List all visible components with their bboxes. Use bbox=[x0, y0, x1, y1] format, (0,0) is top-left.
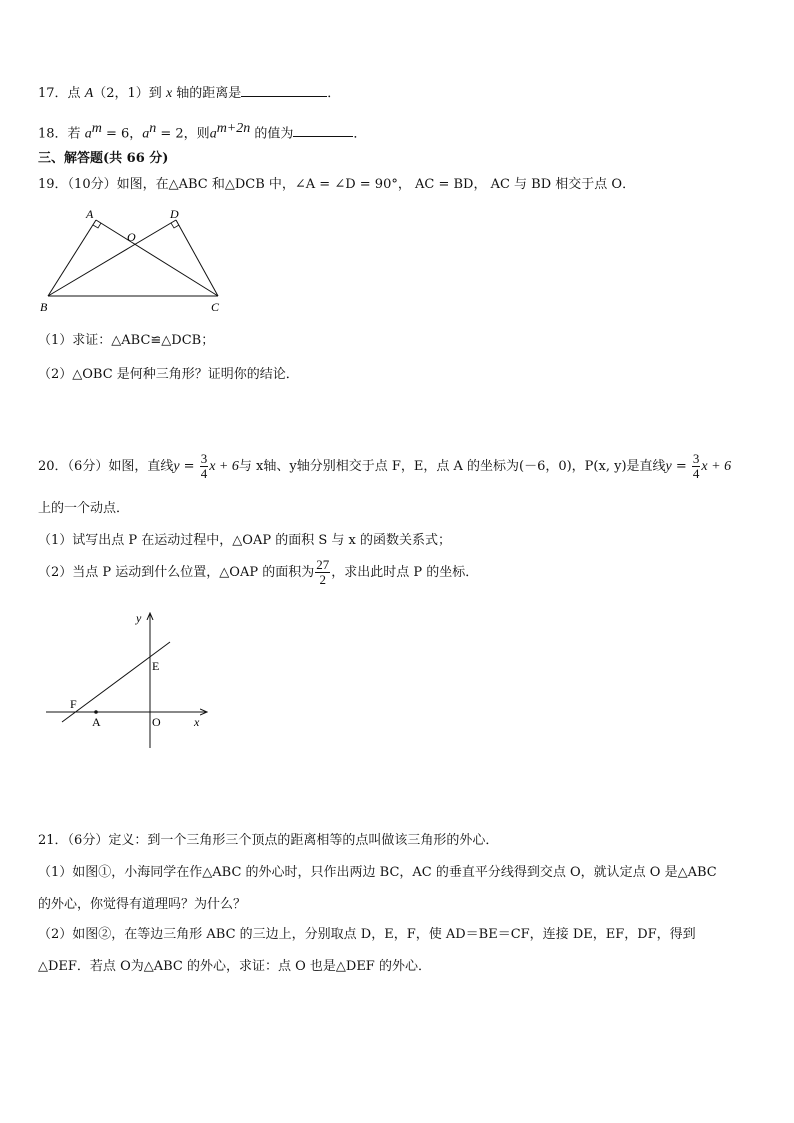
label-e: E bbox=[152, 659, 160, 673]
label-y: y bbox=[136, 611, 142, 625]
question-20-sub1: （1）试写出点 P 在运动过程中，△OAP 的面积 S 与 x 的函数关系式； bbox=[38, 533, 451, 548]
label-a-point: A bbox=[92, 715, 101, 729]
question-20-sub2: （2）当点 P 运动到什么位置，△OAP 的面积为 $\frac{27}{2}$ ，求出此时点 P 的坐标． bbox=[38, 557, 479, 587]
question-21-stem: 21．（6分）定义：到一个三角形三个顶点的距离相等的点叫做该三角形的外心． bbox=[38, 833, 499, 848]
question-19-sub1: （1）求证：△ABC≌△DCB； bbox=[38, 333, 215, 348]
label-b: B bbox=[40, 300, 48, 314]
question-18: 18．若 $a^m = 6$，$a^n = 2$，则$a^{m+2n}$ 的值为 ． bbox=[38, 121, 367, 142]
figure-20-coordinate-plane bbox=[40, 608, 220, 756]
segment-ab bbox=[48, 220, 96, 296]
question-19-stem: 19．（10分）如图，在△ABC 和△DCB 中，∠A = ∠D = 90°， AC = BD， AC 与 BD 相交于点 O． bbox=[38, 177, 636, 192]
label-a: A bbox=[86, 207, 94, 221]
fraction-3-4-b: $\frac{3}{4}$ bbox=[692, 451, 700, 481]
question-21-sub2: （2）如图②，在等边三角形 ABC 的三边上，分别取点 D，E，F，使 AD＝BE＝CF，连接 DE，EF，DF，得到 bbox=[38, 927, 696, 942]
label-x: x bbox=[194, 715, 200, 729]
question-20-stem-cont: 上的一个动点． bbox=[38, 501, 130, 516]
label-d: D bbox=[170, 207, 179, 221]
label-origin: O bbox=[152, 715, 161, 729]
question-21-sub1-cont: 的外心，你觉得有道理吗？为什么？ bbox=[38, 897, 247, 912]
point-a bbox=[94, 710, 98, 714]
figure-19-triangles bbox=[36, 204, 236, 318]
answer-blank-18[interactable] bbox=[293, 124, 353, 137]
question-21-sub1: （1）如图①，小海同学在作△ABC 的外心时，只作出两边 BC，AC 的垂直平分线得到交点 O，就认定点 O 是△ABC bbox=[38, 865, 717, 880]
question-21-sub2-cont: △DEF．若点 O为△ABC 的外心，求证：点 O 也是△DEF 的外心． bbox=[38, 959, 431, 974]
question-19-sub2: （2）△OBC 是何种三角形？证明你的结论． bbox=[38, 367, 299, 382]
label-c: C bbox=[211, 300, 220, 314]
section-header: 三、解答题(共 66 分) bbox=[38, 151, 169, 166]
answer-blank-17[interactable] bbox=[241, 84, 327, 97]
fraction-27-2: $\frac{27}{2}$ bbox=[316, 557, 330, 587]
question-20-stem: 20．（6分）如图，直线y = $\frac{3}{4}$ x + 6与 x轴、y轴分别相交于点 F，E，点 A 的坐标为(－6，0)，P(x, y)是直线y = $\frac{3}{4}$ x + 6 bbox=[38, 451, 732, 481]
question-17: 17．点 A（2，1）到 x 轴的距离是 ． bbox=[38, 86, 341, 101]
fraction-3-4: $\frac{3}{4}$ bbox=[200, 451, 208, 481]
label-o: O bbox=[127, 230, 136, 244]
label-f: F bbox=[70, 697, 77, 711]
line-y-equals-three-quarters-x-plus-6 bbox=[62, 642, 170, 722]
segment-dc bbox=[176, 220, 218, 296]
